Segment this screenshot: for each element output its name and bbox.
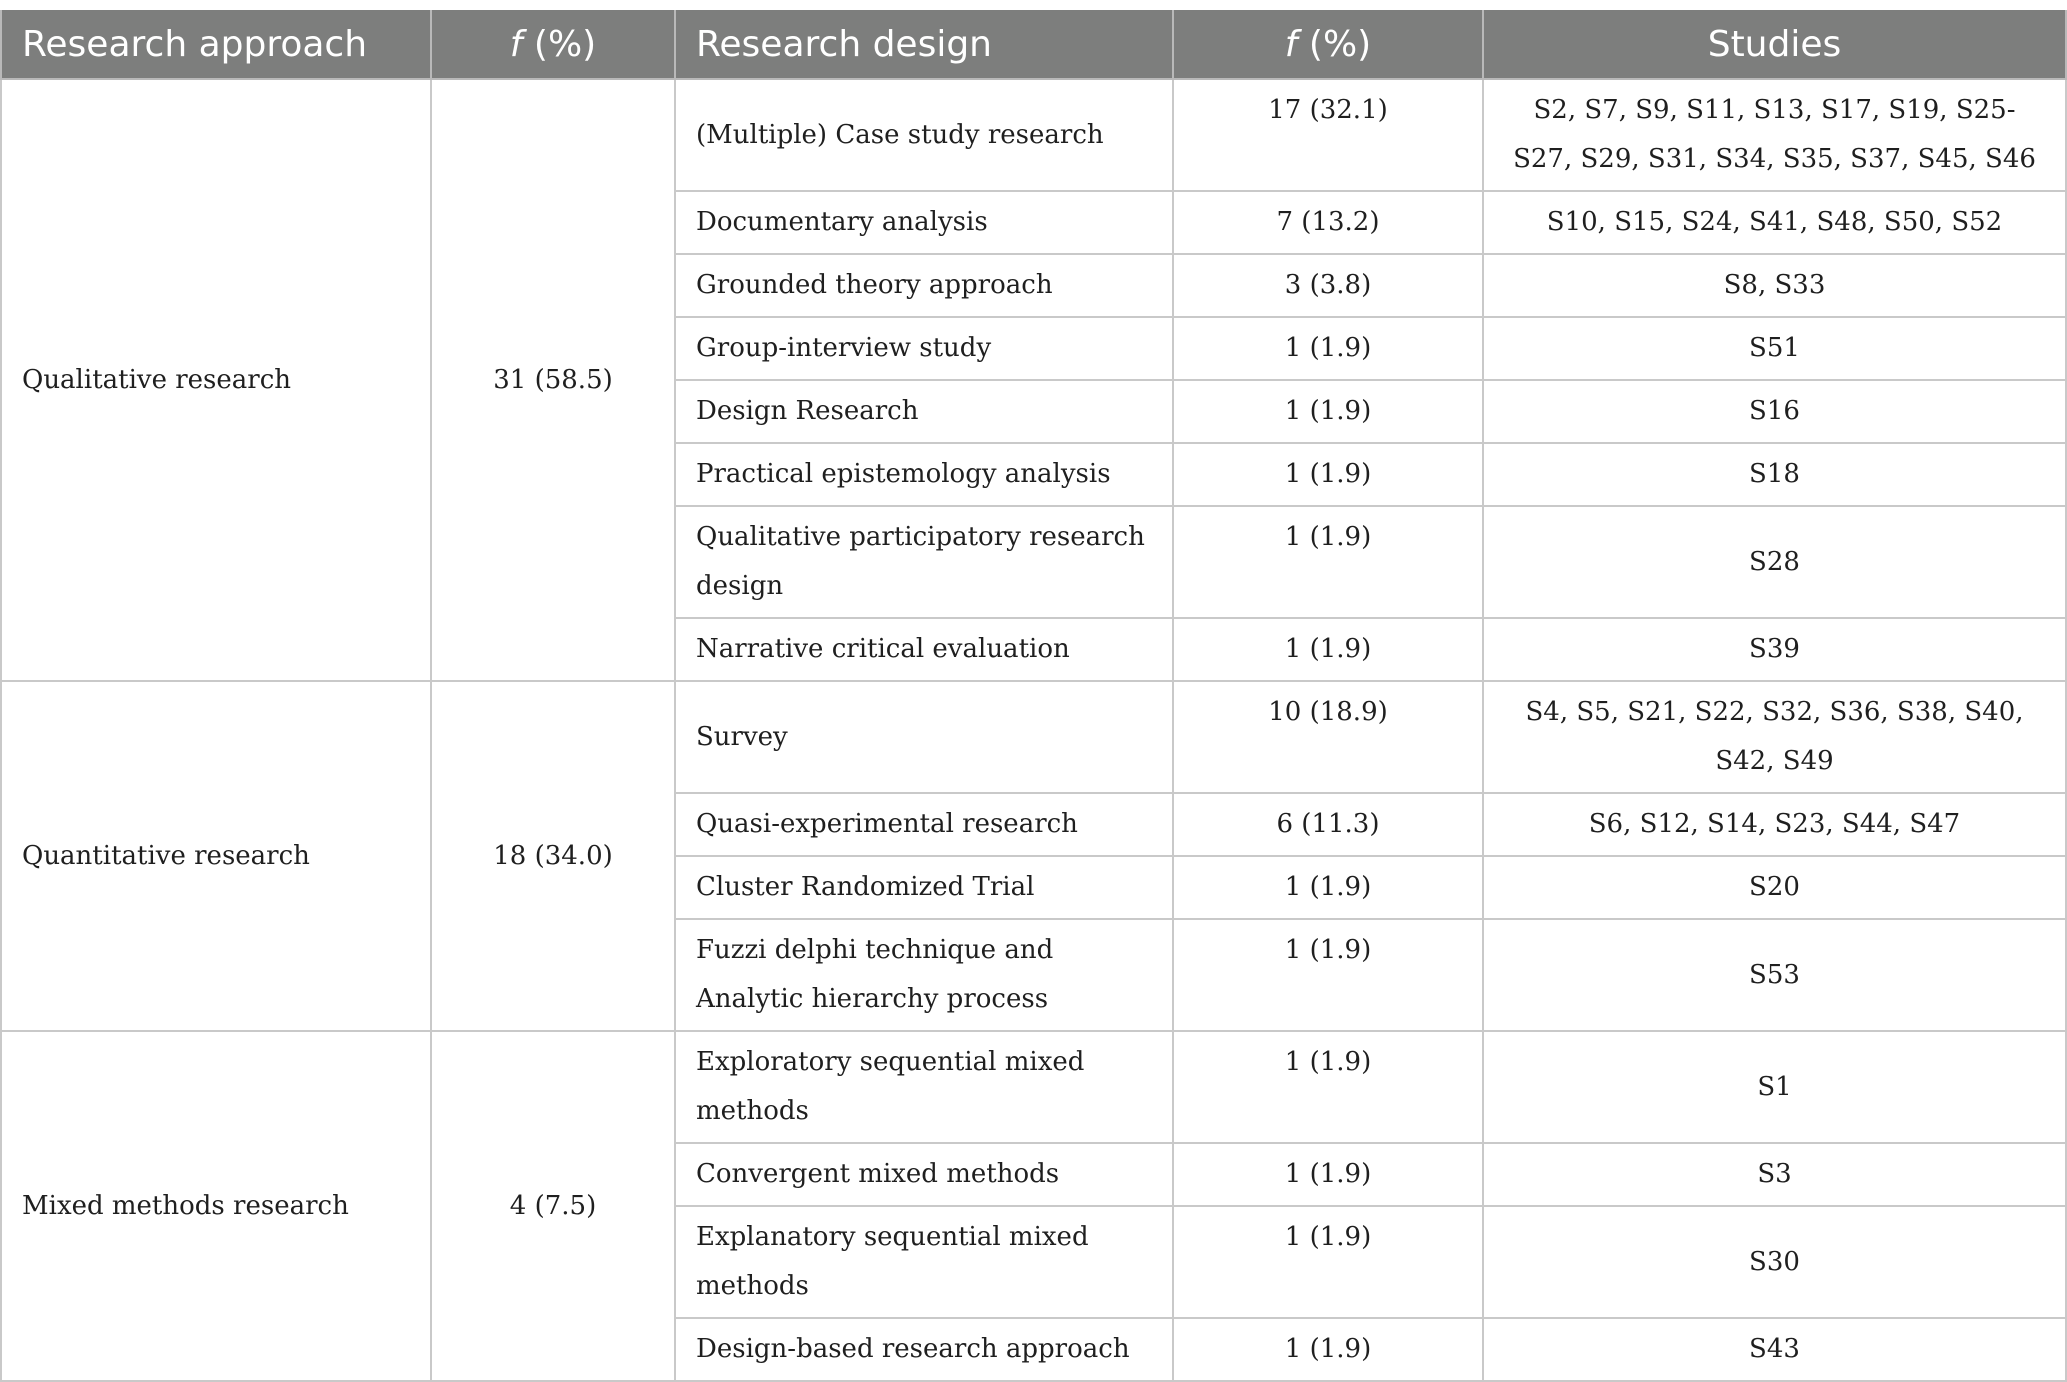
studies-cell: S30	[1483, 1206, 2066, 1318]
design-frequency-cell: 1 (1.9)	[1173, 856, 1483, 919]
design-frequency-cell: 7 (13.2)	[1173, 191, 1483, 254]
studies-cell: S43	[1483, 1318, 2066, 1381]
design-cell: Practical epistemology analysis	[675, 443, 1173, 506]
design-cell: Grounded theory approach	[675, 254, 1173, 317]
studies-cell: S3	[1483, 1143, 2066, 1206]
design-frequency-cell: 1 (1.9)	[1173, 443, 1483, 506]
design-frequency-cell: 1 (1.9)	[1173, 1318, 1483, 1381]
header-percent: (%)	[522, 23, 597, 65]
table-header	[1, 10, 2066, 79]
approach-cell: Quantitative research	[1, 681, 431, 1031]
header-research-approach: Research approach	[1, 10, 431, 79]
design-frequency-cell: 1 (1.9)	[1173, 618, 1483, 681]
studies-cell: S2, S7, S9, S11, S13, S17, S19, S25-S27, S29, S31, S34, S35, S37, S45, S46	[1483, 79, 2066, 191]
design-frequency-cell: 1 (1.9)	[1173, 506, 1483, 618]
studies-cell: S10, S15, S24, S41, S48, S50, S52	[1483, 191, 2066, 254]
design-cell: Fuzzi delphi technique and Analytic hierarchy process	[675, 919, 1173, 1031]
header-frequency-design	[1173, 10, 1483, 79]
design-cell: Group-interview study	[675, 317, 1173, 380]
approach-frequency-cell: 4 (7.5)	[431, 1031, 675, 1381]
header-f2-symbol: f	[1284, 23, 1298, 65]
studies-cell: S8, S33	[1483, 254, 2066, 317]
design-cell: Survey	[675, 681, 1173, 793]
table-row	[1, 1031, 2066, 1143]
approach-cell: Qualitative research	[1, 79, 431, 681]
table-row	[1, 79, 2066, 191]
approach-cell: Mixed methods research	[1, 1031, 431, 1381]
research-design-table	[0, 10, 2067, 1382]
design-frequency-cell: 1 (1.9)	[1173, 919, 1483, 1031]
studies-cell: S39	[1483, 618, 2066, 681]
design-cell: Documentary analysis	[675, 191, 1173, 254]
studies-cell: S4, S5, S21, S22, S32, S36, S38, S40, S42, S49	[1483, 681, 2066, 793]
design-frequency-cell: 17 (32.1)	[1173, 79, 1483, 191]
header-studies: Studies	[1483, 10, 2066, 79]
design-cell: Narrative critical evaluation	[675, 618, 1173, 681]
design-cell: Cluster Randomized Trial	[675, 856, 1173, 919]
header-percent-2: (%)	[1297, 23, 1372, 65]
design-frequency-cell: 1 (1.9)	[1173, 1206, 1483, 1318]
approach-frequency-cell: 18 (34.0)	[431, 681, 675, 1031]
approach-frequency-cell: 31 (58.5)	[431, 79, 675, 681]
table-row	[1, 681, 2066, 793]
design-frequency-cell: 3 (3.8)	[1173, 254, 1483, 317]
table-body	[1, 79, 2066, 1381]
studies-cell: S6, S12, S14, S23, S44, S47	[1483, 793, 2066, 856]
design-frequency-cell: 1 (1.9)	[1173, 1031, 1483, 1143]
design-frequency-cell: 1 (1.9)	[1173, 380, 1483, 443]
header-research-design: Research design	[675, 10, 1173, 79]
design-cell: Design Research	[675, 380, 1173, 443]
studies-cell: S28	[1483, 506, 2066, 618]
studies-cell: S53	[1483, 919, 2066, 1031]
design-cell: Quasi-experimental research	[675, 793, 1173, 856]
design-frequency-cell: 10 (18.9)	[1173, 681, 1483, 793]
design-cell: Exploratory sequential mixed methods	[675, 1031, 1173, 1143]
design-cell: Qualitative participatory research design	[675, 506, 1173, 618]
design-frequency-cell: 1 (1.9)	[1173, 317, 1483, 380]
studies-cell: S20	[1483, 856, 2066, 919]
header-frequency	[431, 10, 675, 79]
design-cell: Explanatory sequential mixed methods	[675, 1206, 1173, 1318]
design-cell: Convergent mixed methods	[675, 1143, 1173, 1206]
studies-cell: S16	[1483, 380, 2066, 443]
studies-cell: S51	[1483, 317, 2066, 380]
studies-cell: S18	[1483, 443, 2066, 506]
design-cell: Design-based research approach	[675, 1318, 1173, 1381]
studies-cell: S1	[1483, 1031, 2066, 1143]
header-f-symbol: f	[509, 23, 523, 65]
design-frequency-cell: 1 (1.9)	[1173, 1143, 1483, 1206]
design-frequency-cell: 6 (11.3)	[1173, 793, 1483, 856]
design-cell: (Multiple) Case study research	[675, 79, 1173, 191]
